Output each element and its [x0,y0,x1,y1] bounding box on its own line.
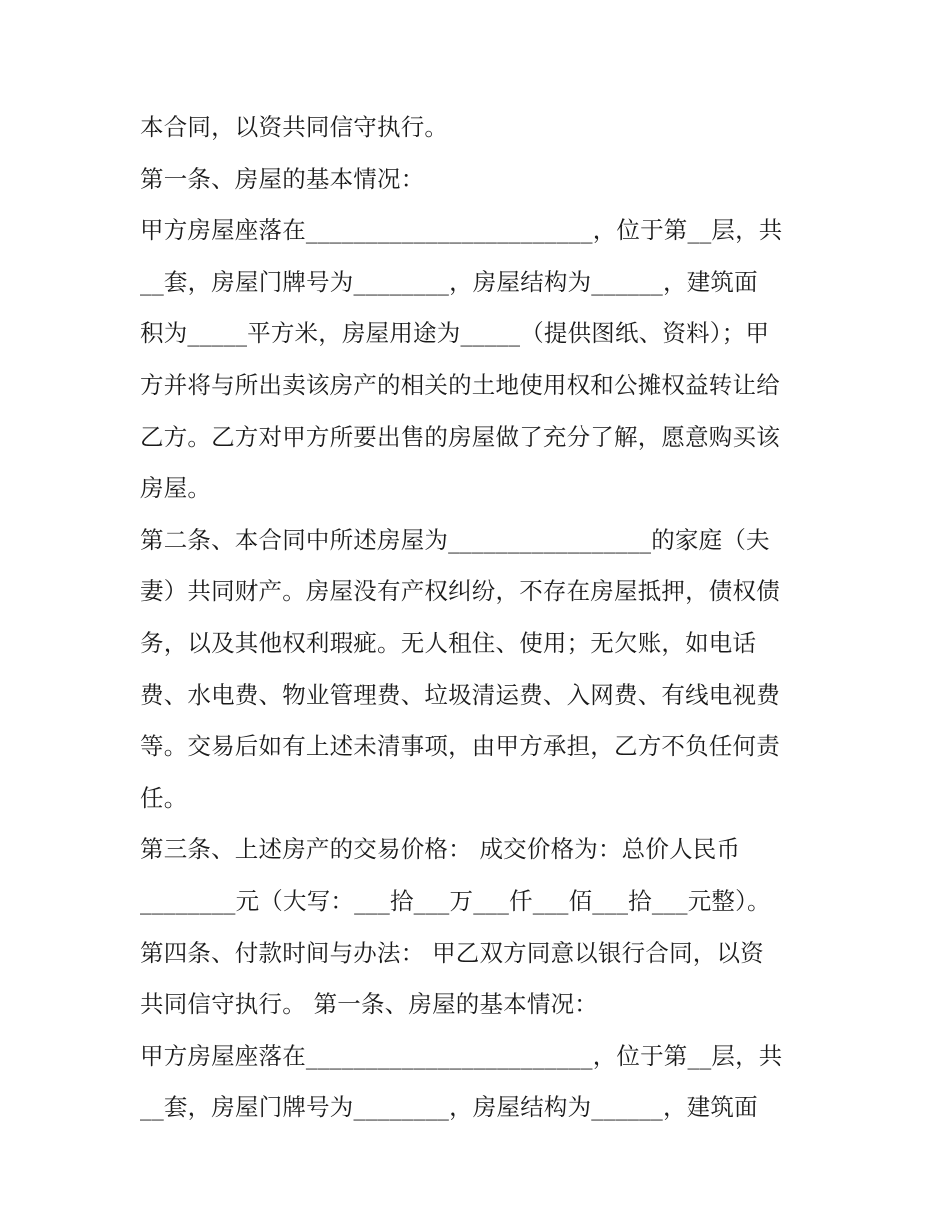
text-line: 务，以及其他权利瑕疵。无人租住、使用；无欠账，如电话 [140,628,757,657]
text-line: 乙方。乙方对甲方所要出售的房屋做了充分了解，愿意购买该 [140,422,780,451]
text-line: __套，房屋门牌号为________，房屋结构为______，建筑面 [140,1093,758,1122]
text-line: 积为_____平方米，房屋用途为_____（提供图纸、资料）；甲 [140,319,770,348]
contract-text-body [140,102,820,1134]
text-line: 甲方房屋座落在________________________，位于第__层，共 [140,1041,783,1070]
text-line: 妻）共同财产。房屋没有产权纠纷，不存在房屋抵押，债权债 [140,577,780,606]
text-line: 甲方房屋座落在________________________，位于第__层，共 [140,216,783,245]
text-line: 方并将与所出卖该房产的相关的土地使用权和公摊权益转让给 [140,370,780,399]
text-line: 共同信守执行。 第一条、房屋的基本情况： [140,990,598,1019]
section-heading: 第四条、付款时间与办法： 甲乙双方同意以银行合同，以资 [140,938,764,967]
text-line: 费、水电费、物业管理费、垃圾清运费、入网费、有线电视费 [140,680,780,709]
section-heading: 第一条、房屋的基本情况： [140,164,425,193]
text-line: 房屋。 [140,474,212,503]
section-heading: 第三条、上述房产的交易价格： 成交价格为：总价人民币 [140,835,741,864]
section-heading: 第二条、本合同中所述房屋为_________________的家庭（夫 [140,525,770,554]
text-line: 等。交易后如有上述未清事项，由甲方承担，乙方不负任何责 [140,732,780,761]
text-line: ________元（大写：___拾___万___仟___佰___拾___元整）。 [140,886,771,915]
text-line: 本合同，以资共同信守执行。 [140,113,449,141]
text-line: __套，房屋门牌号为________，房屋结构为______，建筑面 [140,267,758,296]
text-line: 任。 [140,783,188,812]
